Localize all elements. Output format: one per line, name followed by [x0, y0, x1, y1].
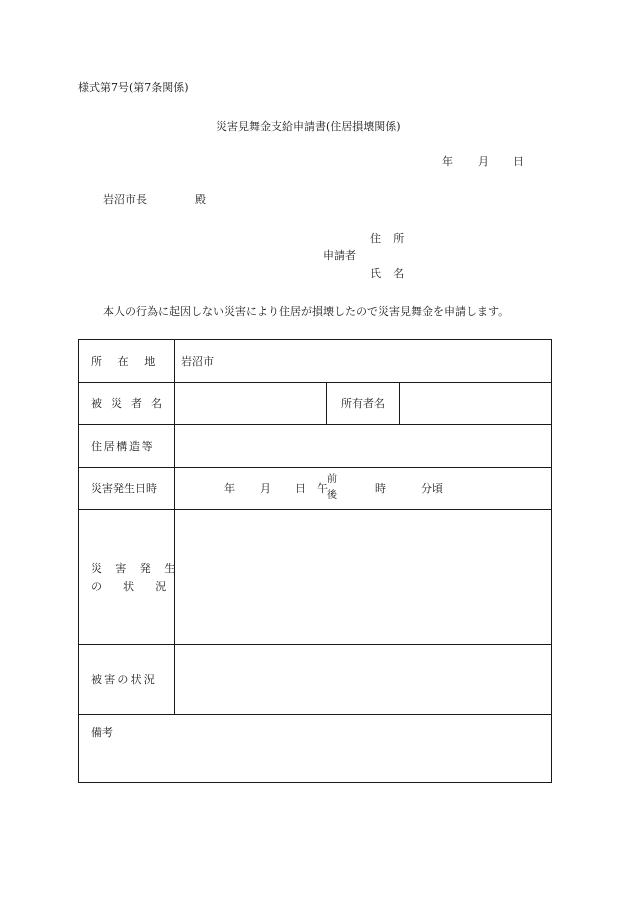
date-month-label: 月	[478, 155, 489, 168]
victim-name-label: 被 災 者 名	[91, 397, 165, 410]
honorific: 殿	[195, 193, 206, 206]
situation-field[interactable]	[175, 510, 550, 643]
occurrence-month-label: 月	[260, 482, 271, 495]
owner-name-label: 所有者名	[341, 397, 385, 410]
owner-name-field[interactable]	[400, 383, 550, 423]
occurrence-ato-label: 後	[327, 490, 337, 501]
damage-label: 被害の状況	[91, 673, 157, 686]
form-number: 様式第7号(第7条関係)	[78, 81, 189, 94]
situation-label-line1: 災 害 発 生	[91, 562, 181, 575]
victim-name-field[interactable]	[175, 383, 325, 423]
occurrence-hour-label: 時	[375, 482, 386, 495]
application-table	[78, 339, 552, 783]
occurrence-gozen-label: 午	[317, 482, 328, 495]
statement: 本人の行為に起因しない災害により住居が損壊したので災害見舞金を申請します。	[103, 305, 510, 318]
occurrence-label: 災害発生日時	[91, 482, 157, 495]
applicant-label: 申請者	[323, 249, 356, 262]
damage-field[interactable]	[175, 645, 550, 713]
document-title: 災害見舞金支給申請書(住居損壊関係)	[216, 120, 401, 133]
occurrence-mae-label: 前	[327, 474, 337, 485]
addressee: 岩沼市長	[103, 193, 147, 206]
structure-field[interactable]	[175, 425, 550, 466]
location-value[interactable]: 岩沼市	[181, 355, 214, 368]
date-day-label: 日	[513, 155, 524, 168]
situation-label-line2: の 状 況	[91, 580, 175, 593]
remarks-label: 備考	[91, 726, 113, 739]
occurrence-minute-label: 分頃	[421, 482, 443, 495]
address-label: 住 所	[370, 232, 409, 245]
location-label: 所 在 地	[91, 355, 162, 368]
date-year-label: 年	[442, 155, 453, 168]
occurrence-year-label: 年	[224, 482, 235, 495]
structure-label: 住居構造等	[91, 440, 155, 453]
name-label: 氏 名	[370, 267, 409, 280]
remarks-field[interactable]	[119, 715, 550, 782]
occurrence-day-label: 日	[295, 482, 306, 495]
